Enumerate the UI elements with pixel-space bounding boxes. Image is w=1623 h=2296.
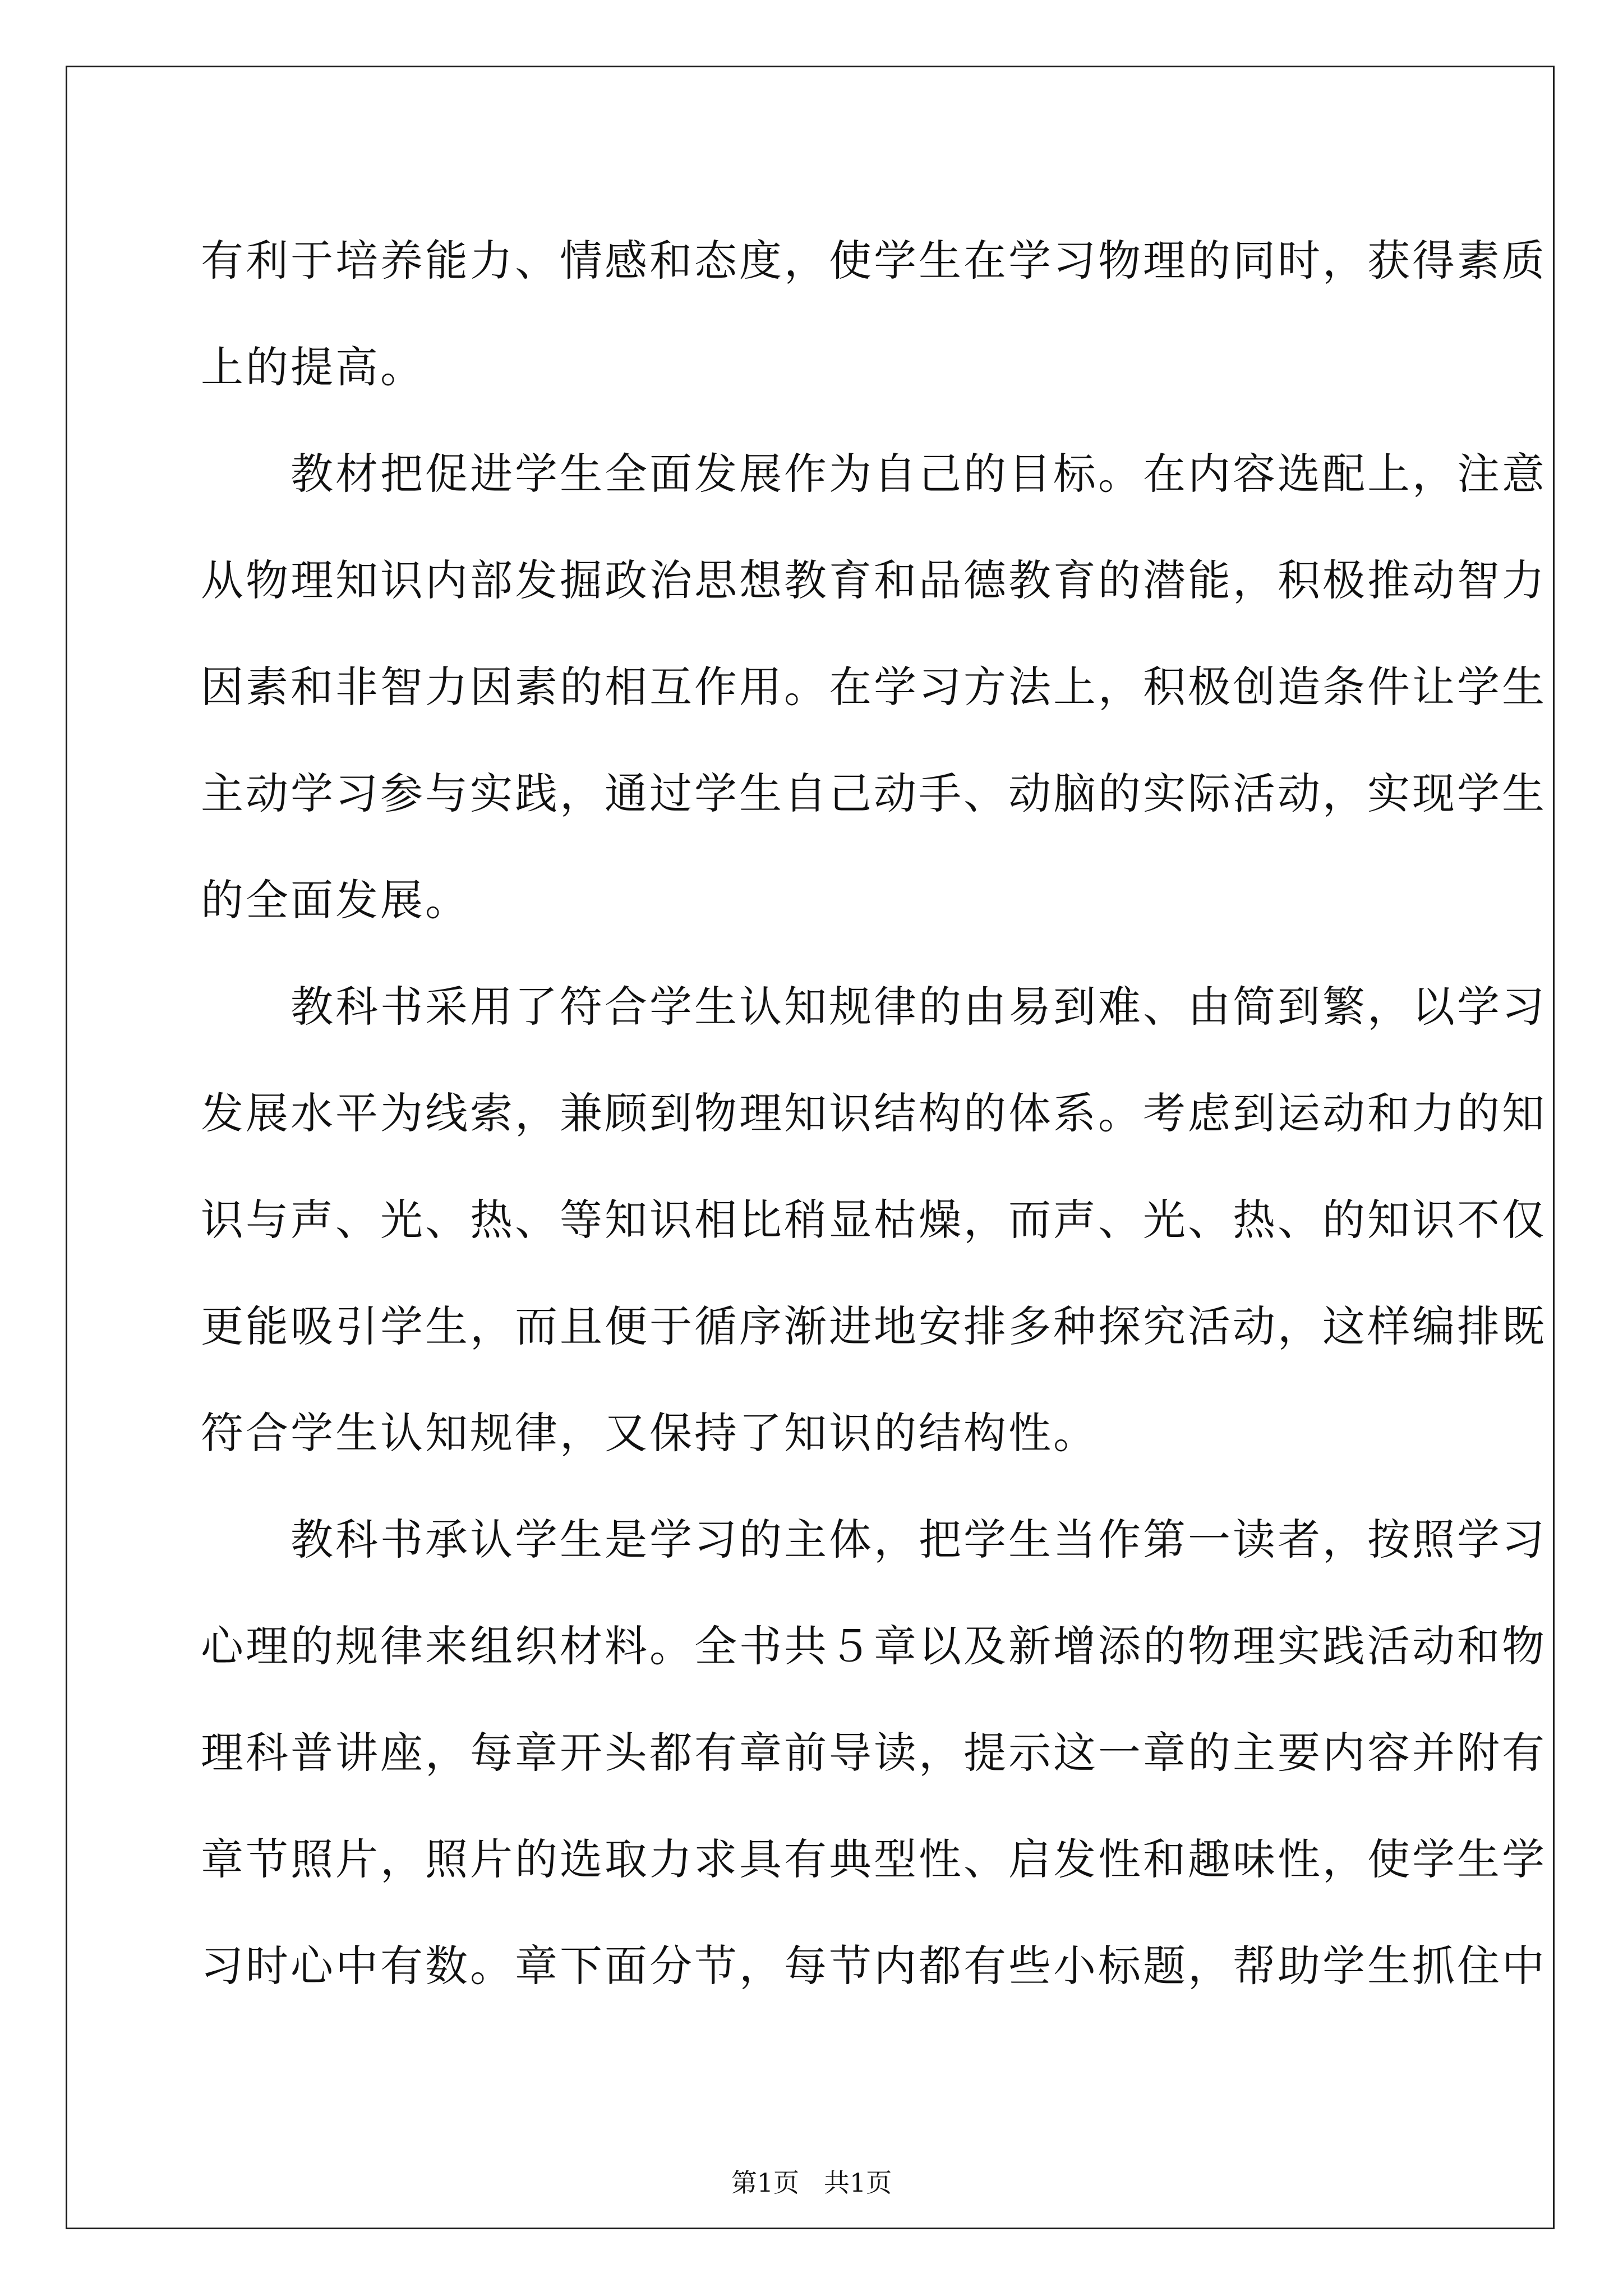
page-footer: [0, 2162, 1623, 2200]
paragraph-line: 主动学习参与实践，通过学生自己动手、动脑的实际活动，实现学生: [201, 769, 1547, 818]
body-text: [201, 208, 1547, 2019]
paragraph-line: 章节照片，照片的选取力求具有典型性、启发性和趣味性，使学生学: [201, 1834, 1547, 1884]
page-number-label: 第1页: [731, 2168, 800, 2198]
paragraph-line: 心理的规律来组织材料。全书共５章以及新增添的物理实践活动和物: [201, 1621, 1547, 1671]
paragraph-line: 上的提高。: [201, 342, 425, 392]
paragraph-line: 的全面发展。: [201, 875, 470, 925]
paragraph-line: 识与声、光、热、等知识相比稍显枯燥，而声、光、热、的知识不仅: [201, 1195, 1547, 1245]
page-total-label: 共1页: [823, 2168, 892, 2198]
paragraph-line: 符合学生认知规律，又保持了知识的结构性。: [201, 1408, 1098, 1458]
paragraph-line: 有利于培养能力、情感和态度，使学生在学习物理的同时，获得素质: [201, 236, 1547, 286]
paragraph-line: 教科书承认学生是学习的主体，把学生当作第一读者，按照学习: [291, 1515, 1547, 1565]
paragraph-line: 教科书采用了符合学生认知规律的由易到难、由简到繁，以学习: [291, 982, 1547, 1032]
paragraph-line: 因素和非智力因素的相互作用。在学习方法上，积极创造条件让学生: [201, 662, 1547, 712]
paragraph-line: 理科普讲座，每章开头都有章前导读，提示这一章的主要内容并附有: [201, 1728, 1547, 1778]
paragraph-line: 从物理知识内部发掘政治思想教育和品德教育的潜能，积极推动智力: [201, 555, 1547, 605]
paragraph-line: 习时心中有数。章下面分节，每节内都有些小标题，帮助学生抓住中: [201, 1941, 1547, 1991]
paragraph-line: 发展水平为线索，兼顾到物理知识结构的体系。考虑到运动和力的知: [201, 1088, 1547, 1138]
paragraph-line: 更能吸引学生，而且便于循序渐进地安排多种探究活动，这样编排既: [201, 1301, 1547, 1351]
paragraph-line: 教材把促进学生全面发展作为自己的目标。在内容选配上，注意: [291, 449, 1547, 499]
